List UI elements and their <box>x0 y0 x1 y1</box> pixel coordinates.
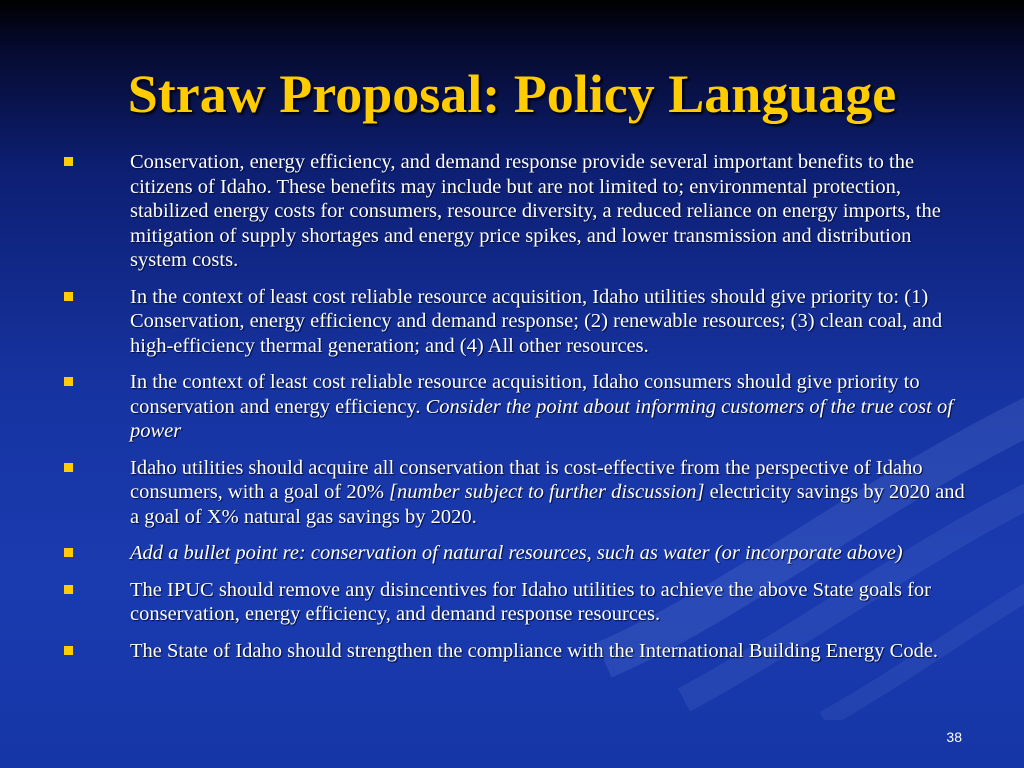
bullet-italic-note: Consider the point about informing customers of the true cost of power <box>130 395 953 442</box>
bullet-item-3 <box>60 370 970 444</box>
bullet-item-5 <box>60 541 970 566</box>
bullet-item-4 <box>60 456 970 530</box>
square-bullet-icon <box>64 548 73 557</box>
slide-title: Straw Proposal: Policy Language <box>127 64 897 124</box>
bullet-text-continued: electricity savings by 2020 and a goal of X% natural gas savings by 2020. <box>130 481 965 528</box>
bullet-text: Idaho utilities should acquire all conservation that is cost-effective from the perspective of Idaho consumers, with a goal of 20% <box>130 456 923 503</box>
square-bullet-icon <box>64 463 73 472</box>
square-bullet-icon <box>64 292 73 301</box>
square-bullet-icon <box>64 646 73 655</box>
bullet-item-7 <box>60 639 970 664</box>
bullet-italic-note: Add a bullet point re: conservation of natural resources, such as water (or incorporate above) <box>130 542 903 564</box>
bullet-text: The IPUC should remove any disincentives for Idaho utilities to achieve the above State goals for conservation, energy efficiency, and demand response resources. <box>130 578 932 625</box>
bullet-text: Conservation, energy efficiency, and demand response provide several important benefits to the citizens of Idaho. These benefits may include but are not limited to; environmental protection, stabilized energy costs for consumers, resource diversity, a reduced reliance on energy imports, the mitigation of supply shortages and energy price spikes, and lower transmission and distribution system costs. <box>130 151 941 271</box>
page-number: 38 <box>946 729 962 745</box>
square-bullet-icon <box>64 157 73 166</box>
bullet-item-1 <box>60 150 970 273</box>
bullet-text: The State of Idaho should strengthen the compliance with the International Building Energy Code. <box>130 639 939 662</box>
bullet-item-6 <box>60 578 970 627</box>
square-bullet-icon <box>64 377 73 386</box>
bullet-text: In the context of least cost reliable resource acquisition, Idaho utilities should give priority to: (1) Conservation, energy efficiency and demand response; (2) renewable resources; (3) clean coal, and high-efficiency thermal generation; and (4) All other resources. <box>130 285 943 357</box>
square-bullet-icon <box>64 585 73 594</box>
bullet-item-2 <box>60 285 970 359</box>
bullet-text: In the context of least cost reliable resource acquisition, Idaho consumers should give priority to conservation and energy efficiency. <box>130 371 920 418</box>
bullet-italic-note: [number subject to further discussion] <box>389 481 705 503</box>
bullet-list <box>60 150 970 675</box>
